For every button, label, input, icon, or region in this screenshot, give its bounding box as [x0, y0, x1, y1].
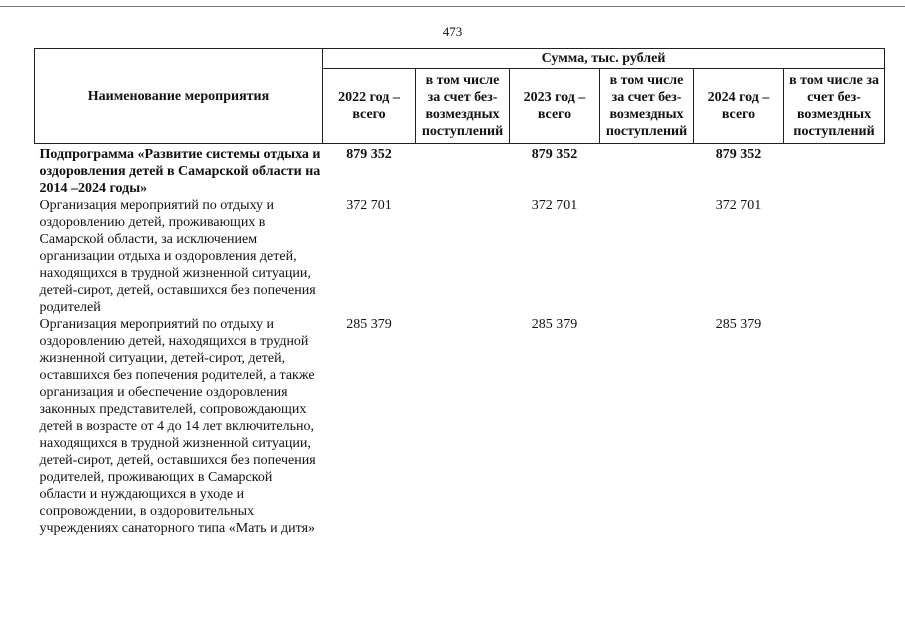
row-value-2024-grants — [784, 316, 885, 537]
row-value-2023-total: 879 352 — [531, 147, 578, 162]
header-sum-group: Сумма, тыс. рублей — [323, 49, 885, 69]
budget-table — [34, 48, 885, 537]
header-2024-grants: в том числе за счет без-возмездных поступлений — [784, 69, 885, 144]
row-value-2024-total: 879 352 — [715, 147, 762, 162]
row-value-2023-total: 372 701 — [531, 198, 578, 213]
row-value-2024-total: 372 701 — [715, 198, 762, 213]
header-2022-grants: в том числе за счет без-возмездных поступлений — [416, 69, 510, 144]
header-2023-grants: в том числе за счет без-возмездных поступлений — [600, 69, 694, 144]
row-value-2023-grants — [600, 146, 694, 197]
page-number: 473 — [442, 24, 463, 39]
table-row — [35, 316, 885, 537]
row-value-2022-total: 285 379 — [346, 317, 392, 332]
row-value-2022-grants — [416, 197, 510, 316]
top-rule — [0, 6, 905, 7]
row-value-2023-grants — [600, 316, 694, 537]
table-row — [35, 146, 885, 197]
row-value-2022-grants — [416, 146, 510, 197]
row-value-2023-total: 285 379 — [531, 317, 578, 332]
row-name: Организация мероприятий по отдыху и оздоровлению детей, находящихся в трудной жизненной ситуации, детей-сирот, детей, оставшихся без попечения родителей, а также организация и обеспечение оздоровления законных представителей, сопровождающих детей в возрасте от 4 до 14 лет включительно, находящихся в трудной жизненной ситуации, детей-сирот, детей, оставшихся без попечения родителей, проживающих в Самарской области и нуждающихся в уходе и сопровождении, в оздоровительных учреждениях санаторного типа «Мать и дитя» — [39, 317, 316, 536]
table-row — [35, 197, 885, 316]
header-2022-total: 2022 год – всего — [323, 69, 416, 144]
row-value-2023-grants — [600, 197, 694, 316]
row-value-2022-grants — [416, 316, 510, 537]
row-value-2022-total: 879 352 — [346, 147, 392, 162]
row-name: Организация мероприятий по отдыху и оздоровлению детей, проживающих в Самарской области, за исключением организации отдыха и оздоровления детей, находящихся в трудной жизненной ситуации, детей-сирот, детей, оставшихся без попечения родителей — [39, 198, 316, 315]
row-value-2022-total: 372 701 — [346, 198, 392, 213]
row-value-2024-total: 285 379 — [715, 317, 762, 332]
header-2024-total: 2024 год – всего — [694, 69, 784, 144]
row-name: Подпрограмма «Развитие системы отдыха и оздоровления детей в Самарской области на 2014 –2024 годы» — [39, 147, 321, 196]
row-value-2024-grants — [784, 197, 885, 316]
row-value-2024-grants — [784, 146, 885, 197]
header-2023-total: 2023 год – всего — [510, 69, 600, 144]
header-name-column: Наименование мероприятия — [35, 49, 323, 144]
